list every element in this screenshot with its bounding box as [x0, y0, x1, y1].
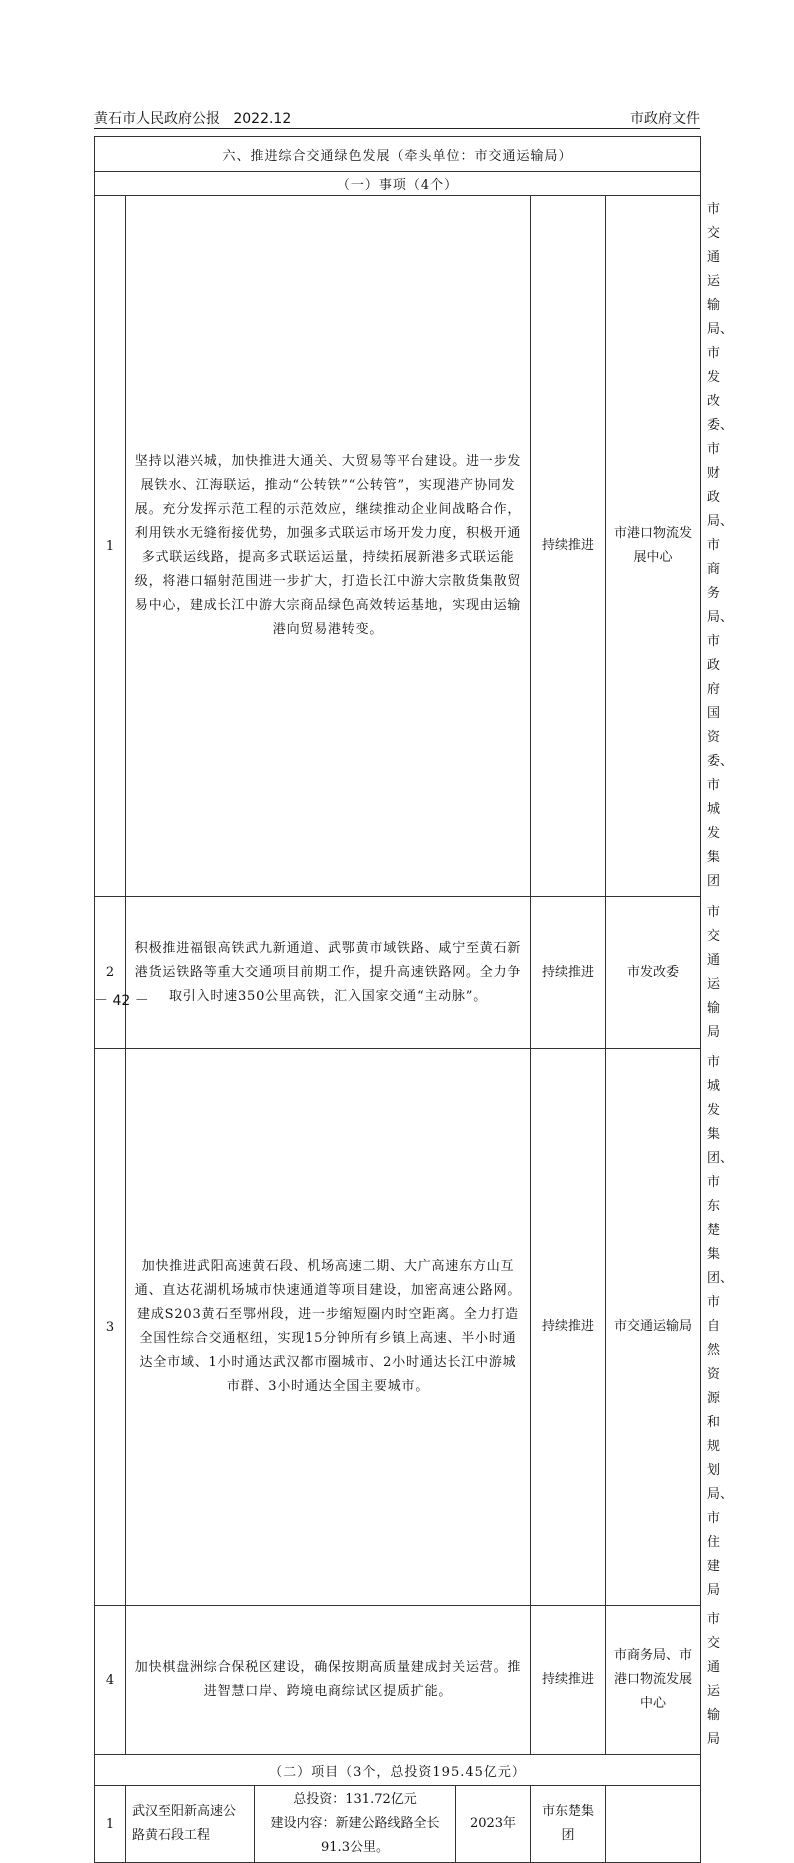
items-heading: （一）事项（4个）: [95, 172, 701, 196]
item-content: 加快棋盘洲综合保税区建设，确保按期高质量建成封关运营。推进智慧口岸、跨境电商综试区提质扩能。: [126, 1606, 531, 1755]
project-name: 武汉至阳新高速公路黄石段工程: [126, 1786, 255, 1863]
project-partner-units: [606, 1786, 701, 1863]
row-number: 3: [95, 1049, 126, 1606]
item-lead-unit: 市港口物流发展中心: [606, 196, 701, 897]
table-row: [95, 1786, 701, 1863]
project-year: 2023年: [456, 1786, 531, 1863]
item-content: 加快推进武阳高速黄石段、机场高速二期、大广高速东方山互通、直达花湖机场城市快速通道等项目建设，加密高速公路网。建成S203黄石至鄂州段，进一步缩短圈内时空距离。全力打造全国性综合交通枢纽，实现15分钟所有乡镇上高速、半小时通达全市域、1小时通达武汉都市圈城市、2小时通达长江中游城市群、3小时通达全国主要城市。: [126, 1049, 531, 1606]
item-timeline: 持续推进: [531, 1049, 606, 1606]
table-row: 2 积极推进福银高铁武九新通道、武鄂黄市域铁路、咸宁至黄石新港货运铁路等重大交通项目前期工作，提升高速铁路网。全力争取引入时速350公里高铁，汇入国家交通“主动脉”。 持续推进 市发改委 市交通运输局: [95, 897, 701, 1049]
projects-heading: （二）项目（3个，总投资195.45亿元）: [95, 1755, 701, 1786]
table-row: 1 坚持以港兴城，加快推进大通关、大贸易等平台建设。进一步发展铁水、江海联运，推动“公转铁”“公转管”，实现港产协同发展。充分发挥示范工程的示范效应，继续推动企业间战略合作，利用铁水无缝衔接优势，加强多式联运市场开发力度，积极开通多式联运线路，提高多式联运运量，持续拓展新港多式联运能级，将港口辐射范围进一步扩大，打造长江中游大宗散货集散贸易中心，建成长江中游大宗商品绿色高效转运基地，实现由运输港向贸易港转变。 持续推进 市港口物流发展中心 市交通运输局、市发改委、市财政局、市商务局、市政府国资委、市城发集团: [95, 196, 701, 897]
row-number: 4: [95, 1606, 126, 1755]
item-lead-unit: 市发改委: [606, 897, 701, 1049]
item-timeline: 持续推进: [531, 1606, 606, 1755]
project-investment: 总投资：131.72亿元: [293, 1792, 417, 1807]
project-lead-unit: 市东楚集团: [531, 1786, 606, 1863]
publication-title: 黄石市人民政府公报 2022.12: [94, 111, 292, 127]
project-scope: 建设内容：新建公路线路全长91.3公里。: [270, 1816, 440, 1855]
table-row: 4 加快棋盘洲综合保税区建设，确保按期高质量建成封关运营。推进智慧口岸、跨境电商综试区提质扩能。 持续推进 市商务局、市港口物流发展中心 市交通运输局: [95, 1606, 701, 1755]
row-number: 2: [95, 897, 126, 1049]
task-table: [94, 136, 734, 1863]
item-lead-unit: 市商务局、市港口物流发展中心: [606, 1606, 701, 1755]
document-category: 市政府文件: [630, 111, 700, 127]
item-content: 积极推进福银高铁武九新通道、武鄂黄市域铁路、咸宁至黄石新港货运铁路等重大交通项目前期工作，提升高速铁路网。全力争取引入时速350公里高铁，汇入国家交通“主动脉”。: [126, 897, 531, 1049]
table-row: 3 加快推进武阳高速黄石段、机场高速二期、大广高速东方山互通、直达花湖机场城市快速通道等项目建设，加密高速公路网。建成S203黄石至鄂州段，进一步缩短圈内时空距离。全力打造全国性综合交通枢纽，实现15分钟所有乡镇上高速、半小时通达全市域、1小时通达武汉都市圈城市、2小时通达长江中游城市群、3小时通达全国主要城市。 持续推进 市交通运输局 市城发集团、市东楚集团、市自然资源和规划局、市住建局: [95, 1049, 701, 1606]
item-timeline: 持续推进: [531, 196, 606, 897]
header-rule: [94, 128, 700, 129]
project-details: [255, 1786, 456, 1863]
row-number: 1: [95, 1786, 126, 1863]
item-lead-unit: 市交通运输局: [606, 1049, 701, 1606]
row-number: 1: [95, 196, 126, 897]
item-content: 坚持以港兴城，加快推进大通关、大贸易等平台建设。进一步发展铁水、江海联运，推动“公转铁”“公转管”，实现港产协同发展。充分发挥示范工程的示范效应，继续推动企业间战略合作，利用铁水无缝衔接优势，加强多式联运市场开发力度，积极开通多式联运线路，提高多式联运运量，持续拓展新港多式联运能级，将港口辐射范围进一步扩大，打造长江中游大宗散货集散贸易中心，建成长江中游大宗商品绿色高效转运基地，实现由运输港向贸易港转变。: [126, 196, 531, 897]
section-title: 六、推进综合交通绿色发展（牵头单位：市交通运输局）: [95, 137, 701, 172]
page-header: [94, 104, 700, 130]
item-timeline: 持续推进: [531, 897, 606, 1049]
page-number: － 42 －: [94, 993, 149, 1009]
